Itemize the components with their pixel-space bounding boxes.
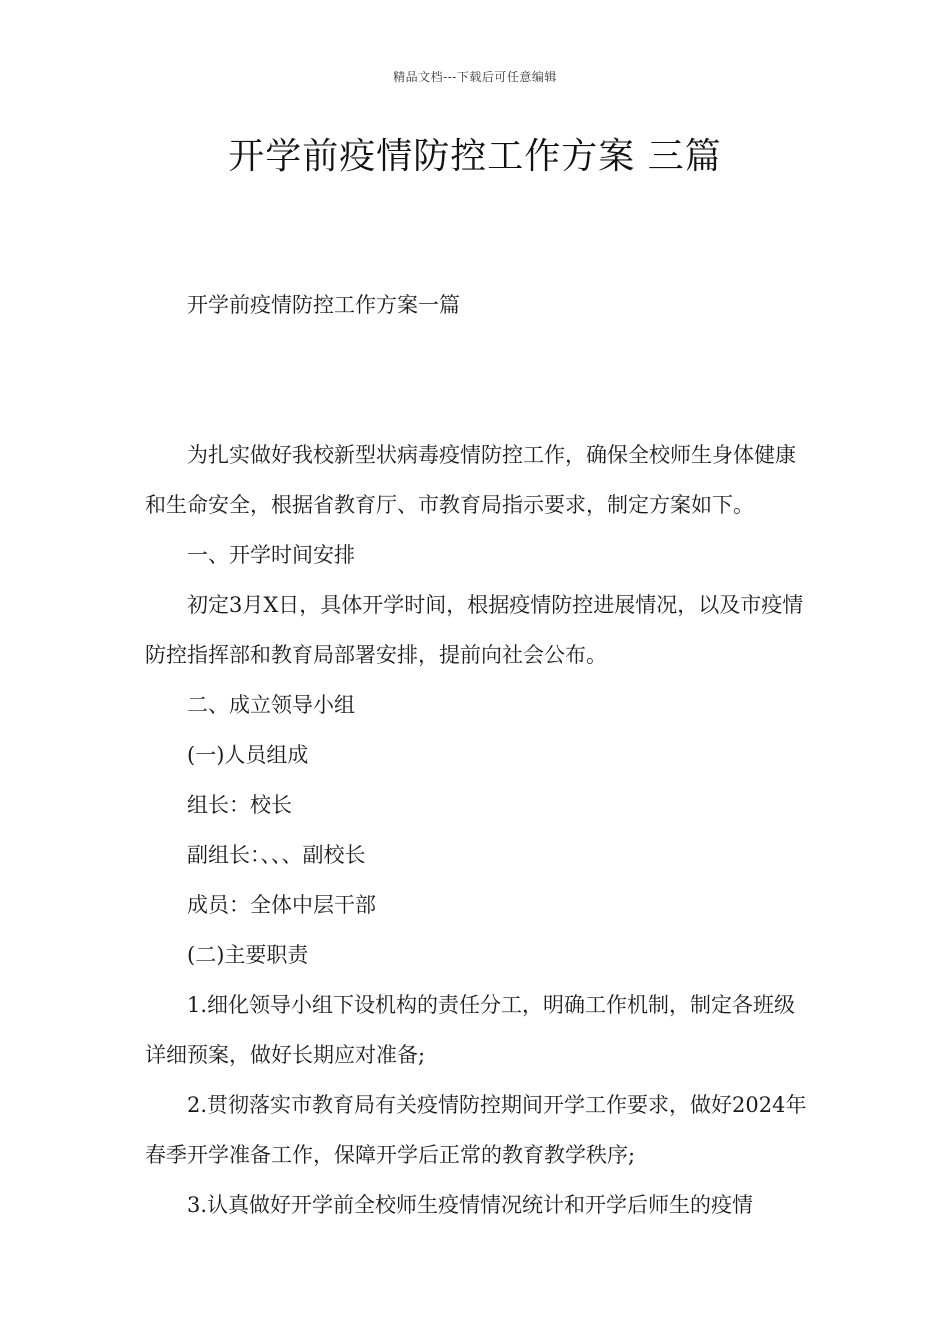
document-body	[145, 280, 810, 1230]
paragraph-schedule: 初定3月X日，具体开学时间，根据疫情防控进展情况，以及市疫情防控指挥部和教育局部署安排，提前向社会公布。	[145, 593, 804, 667]
spacer	[145, 380, 810, 430]
subheading-members: (一)人员组成	[187, 743, 309, 767]
member-deputy: 副组长：、、、副校长	[187, 843, 366, 867]
paragraph-intro: 为扎实做好我校新型状病毒疫情防控工作，确保全校师生身体健康和生命安全，根据省教育厅、市教育局指示要求，制定方案如下。	[145, 443, 796, 517]
duty-item-3: 3.认真做好开学前全校师生疫情情况统计和开学后师生的疫情	[187, 1193, 754, 1217]
section-title: 开学前疫情防控工作方案一篇	[187, 293, 460, 317]
member-staff: 成员：全体中层干部	[187, 893, 376, 917]
member-leader: 组长：校长	[187, 793, 292, 817]
header-note: 精品文档---下载后可任意编辑	[393, 70, 557, 84]
duty-item-2: 2.贯彻落实市教育局有关疫情防控期间开学工作要求，做好2024年春季开学准备工作，保障开学后正常的教育教学秩序;	[145, 1093, 807, 1167]
duty-item-1: 1.细化领导小组下设机构的责任分工，明确工作机制，制定各班级详细预案，做好长期应对准备;	[145, 993, 796, 1067]
heading-leadership: 二、成立领导小组	[187, 693, 355, 717]
subheading-duties: (二)主要职责	[187, 943, 309, 967]
document-title: 开学前疫情防控工作方案 三篇	[228, 136, 722, 177]
heading-schedule: 一、开学时间安排	[187, 543, 355, 567]
